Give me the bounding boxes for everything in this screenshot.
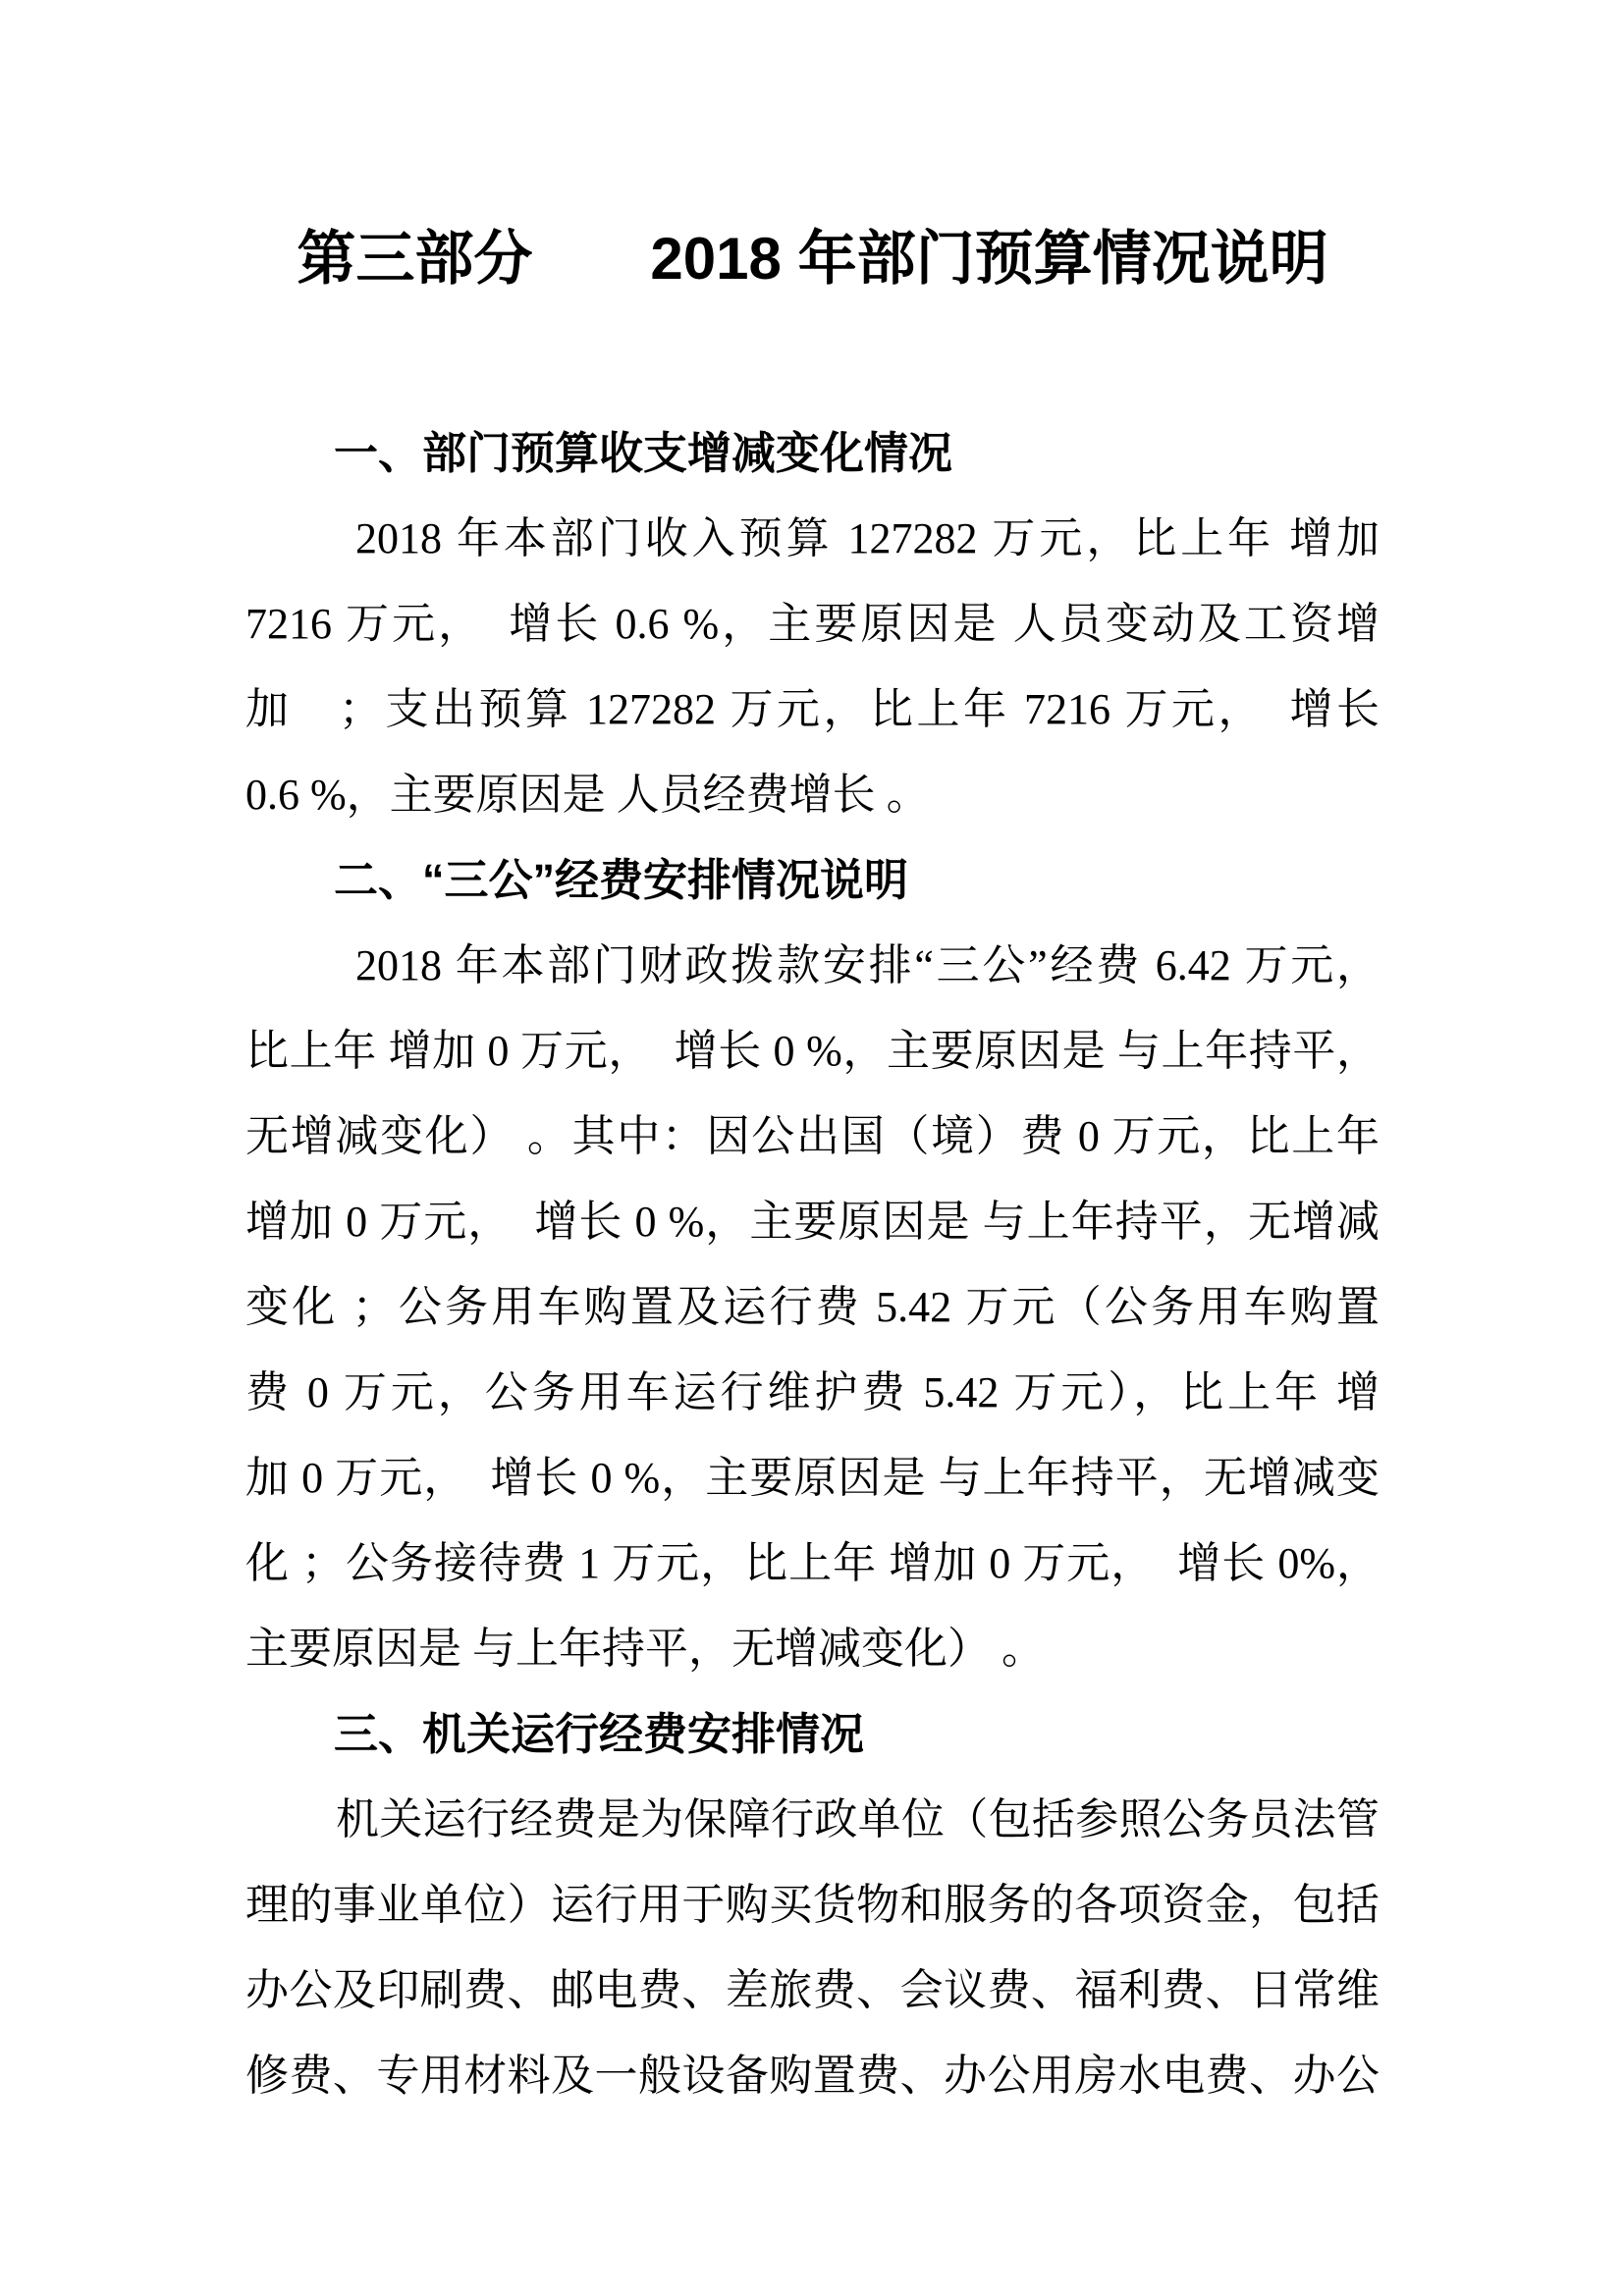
page-title: 第三部分 2018 年部门预算情况说明 [297,226,1328,292]
body-line: 办公及印刷费、邮电费、差旅费、会议费、福利费、日常维 [245,1966,1380,2014]
document-content [0,214,1624,2118]
body-line: 主要原因是 与上年持平，无增减变化） 。 [245,1625,1045,1673]
body-line: 2018 年本部门收入预算 127282 万元，比上年 增加 [355,514,1380,562]
body-line: 变化 ；公务用车购置及运行费 5.42 万元（公务用车购置 [245,1283,1380,1331]
body-line: 2018 年本部门财政拨款安排“三公”经费 6.42 万元， [355,941,1380,989]
body-line: 加 0 万元， 增长 0 %，主要原因是 与上年持平，无增减变 [245,1454,1380,1502]
body-line: 7216 万元， 增长 0.6 %，主要原因是 人员变动及工资增 [245,600,1380,648]
body-line: 机关运行经费是为保障行政单位（包括参照公务员法管 [336,1795,1380,1843]
section-1-heading: 一、部门预算收支增减变化情况 [334,428,953,478]
section-3-heading: 三、机关运行经费安排情况 [334,1709,865,1759]
section-2-heading: 二、“三公”经费安排情况说明 [334,855,909,905]
body-line: 理的事业单位）运行用于购买货物和服务的各项资金，包括 [245,1881,1380,1929]
body-line: 费 0 万元，公务用车运行维护费 5.42 万元），比上年 增 [245,1368,1380,1416]
body-line: 加 ；支出预算 127282 万元，比上年 7216 万元， 增长 [245,685,1380,733]
body-line: 修费、专用材料及一般设备购置费、办公用房水电费、办公 [245,2052,1380,2100]
body-line: 0.6 %，主要原因是 人员经费增长 。 [245,771,930,819]
body-line: 增加 0 万元， 增长 0 %，主要原因是 与上年持平，无增减 [245,1198,1380,1246]
body-line: 无增减变化） 。其中：因公出国（境）费 0 万元，比上年 [245,1112,1380,1160]
body-line: 化 ；公务接待费 1 万元，比上年 增加 0 万元， 增长 0%， [245,1539,1380,1587]
body-line: 比上年 增加 0 万元， 增长 0 %，主要原因是 与上年持平， [245,1027,1380,1075]
